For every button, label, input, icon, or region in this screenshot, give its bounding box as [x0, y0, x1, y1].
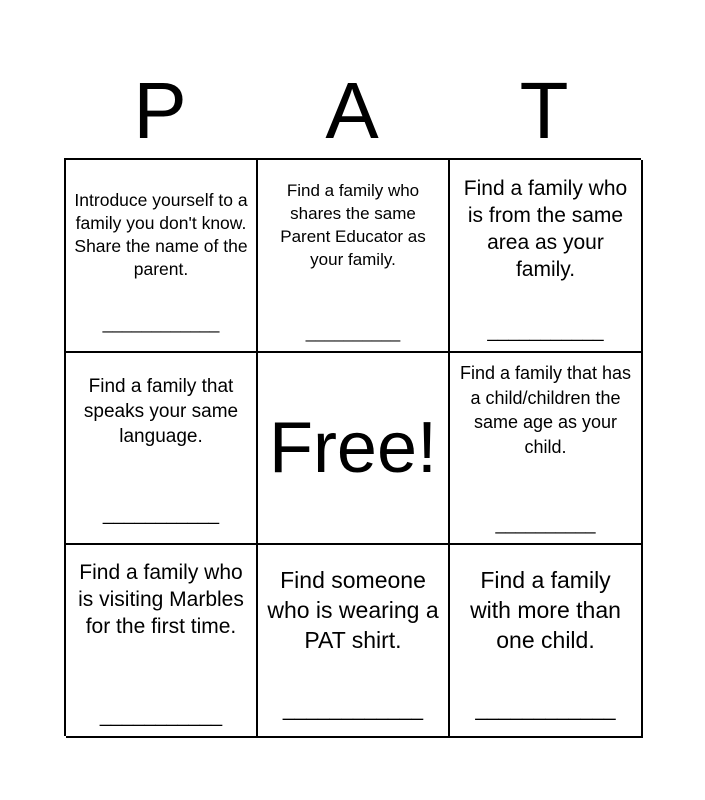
header-letter-t: T: [519, 66, 569, 155]
free-space-label: Free!: [268, 408, 438, 488]
signature-line: ____________: [475, 698, 616, 721]
bingo-cell[interactable]: [450, 545, 643, 738]
cell-prompt: Find a family who is from the same area as your family.: [463, 177, 628, 281]
signature-line: ___________: [102, 504, 220, 525]
signature-line: ___________: [99, 705, 223, 727]
bingo-cell[interactable]: [258, 545, 450, 738]
signature-line: __________: [305, 323, 401, 342]
cell-prompt: Find a family who is visiting Marbles for the first time.: [78, 561, 244, 638]
cell-prompt: Find a family that has a child/children the same age as your child.: [459, 363, 632, 457]
bingo-cell[interactable]: [66, 545, 258, 738]
cell-prompt: Introduce yourself to a family you don't know. Share the name of the parent.: [74, 190, 248, 279]
bingo-cell[interactable]: [450, 160, 643, 353]
header-letter-p: P: [133, 66, 187, 155]
signature-line: ____________: [282, 698, 424, 721]
signature-line: __________: [495, 514, 596, 534]
bingo-cell[interactable]: [66, 160, 258, 353]
header-letter-a: A: [325, 66, 379, 155]
free-space-cell[interactable]: [258, 353, 450, 545]
cell-prompt: Find a family who shares the same Parent Educator as your family.: [280, 181, 426, 269]
bingo-cell[interactable]: [450, 353, 643, 545]
bingo-board: [64, 158, 641, 736]
cell-prompt: Find someone who is wearing a PAT shirt.: [267, 567, 439, 653]
bingo-cell[interactable]: [258, 160, 450, 353]
signature-line: ___________: [487, 321, 604, 342]
bingo-cell[interactable]: [66, 353, 258, 545]
signature-line: ____________: [102, 312, 220, 333]
cell-prompt: Find a family that speaks your same language.: [83, 376, 239, 447]
cell-prompt: Find a family with more than one child.: [470, 567, 621, 653]
